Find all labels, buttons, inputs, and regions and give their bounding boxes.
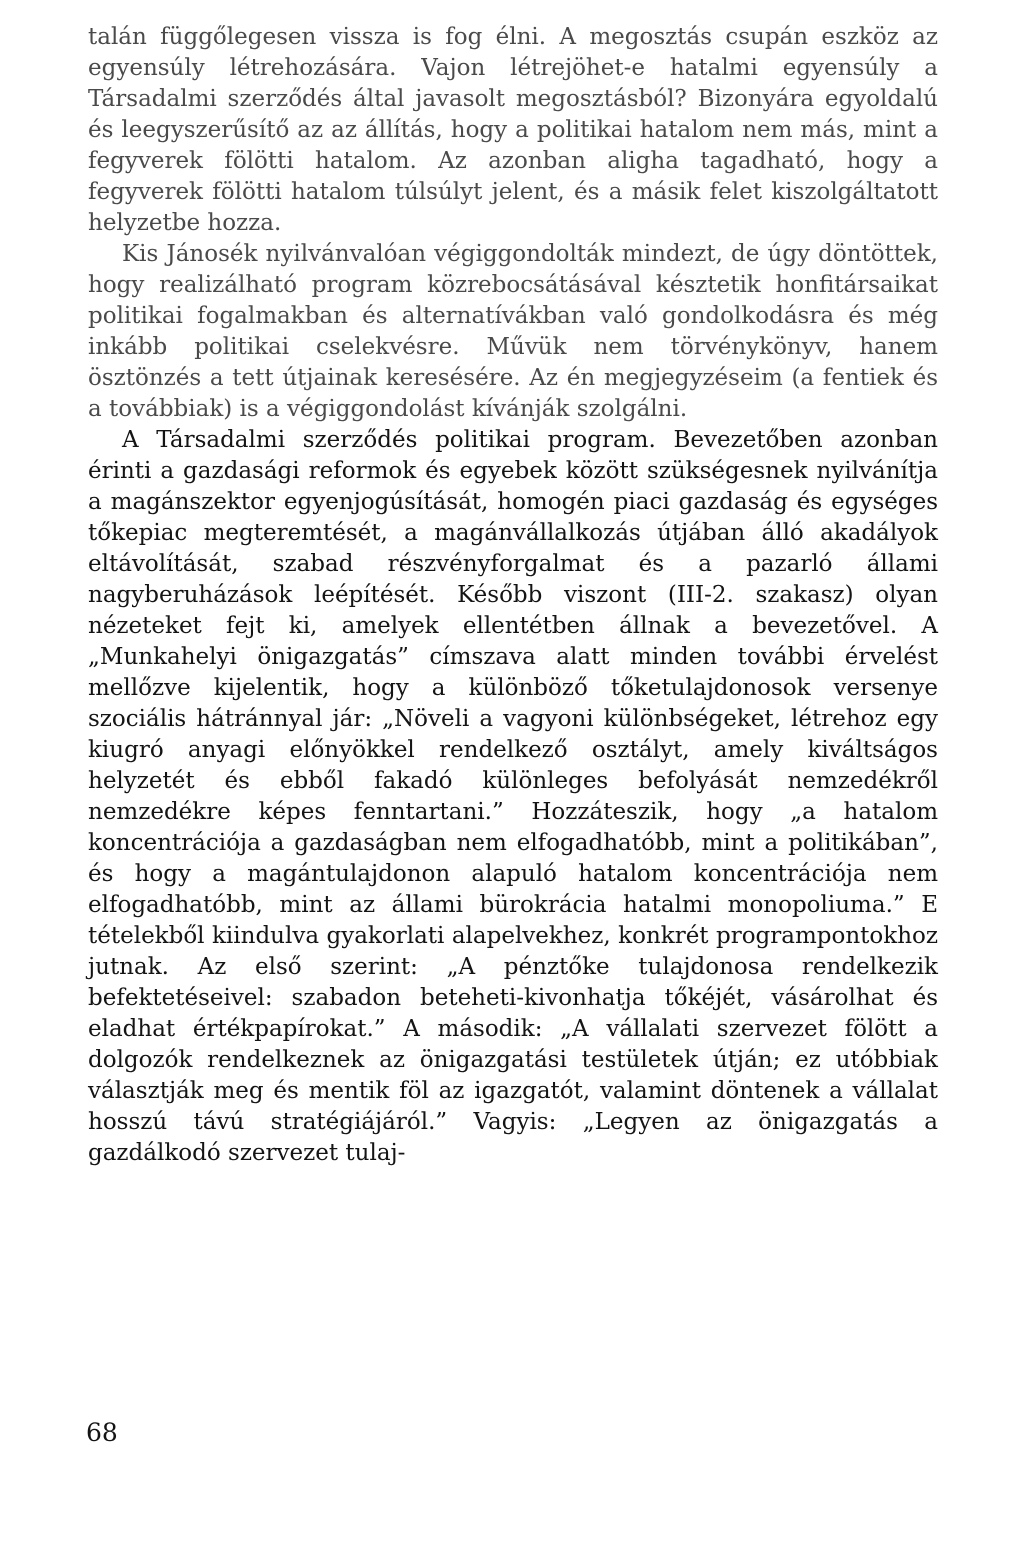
paragraph-1: talán függőlegesen vissza is fog élni. A megosztás csupán eszköz az egyensúly létrehozására. Vajon létrejöhet-e hatalmi egyensúly a Társadalmi szerződés által javasolt megosztásból? Bizonyára egyoldalú és leegyszerűsítő az az állítás, hogy a politikai hatalom nem más, mint a fegyverek fölötti hatalom. Az azonban aligha tagadható, hogy a fegyverek fölötti hatalom túlsúlyt jelent, és a másik felet kiszolgáltatott helyzetbe hozza. <box>88 24 938 236</box>
page-number: 68 <box>86 1418 118 1447</box>
paragraph-2: Kis Jánosék nyilvánvalóan végiggondolták mindezt, de úgy döntöttek, hogy realizálható program közrebocsátásával késztetik honfitársaikat politikai fogalmakban és alternatívákban való gondolkodásra és még inkább politikai cselekvésre. Művük nem törvénykönyv, hanem ösztönzés a tett útjainak keresésére. Az én megjegyzéseim (a fentiek és a továbbiak) is a végiggondolást kívánják szolgálni. <box>88 241 938 422</box>
page-body <box>88 22 938 1169</box>
paragraph-3: A Társadalmi szerződés politikai program. Bevezetőben azonban érinti a gazdasági reformok és egyebek között szükségesnek nyilvánítja a magánszektor egyenjogúsítását, homogén piaci gazdaság és egységes tőkepiac megteremtését, a magánvállalkozás útjában álló akadályok eltávolítását, szabad részvényforgalmat és a pazarló állami nagyberuházások leépítését. Később viszont (III-2. szakasz) olyan nézeteket fejt ki, amelyek ellentétben állnak a bevezetővel. A „Munkahelyi önigazgatás” címszava alatt minden további érvelést mellőzve kijelentik, hogy a különböző tőketulajdonosok versenye szociális hátránnyal jár: „Növeli a vagyoni különbségeket, létrehoz egy kiugró anyagi előnyökkel rendelkező osztályt, amely kiváltságos helyzetét és ebből fakadó különleges befolyását nemzedékről nemzedékre képes fenntartani.” Hozzáteszik, hogy „a hatalom koncentrációja a gazdaságban nem elfogadhatóbb, mint a politikában”, és hogy a magántulajdonon alapuló hatalom koncentrációja nem elfogadhatóbb, mint az állami bürokrácia hatalmi monopoliuma.” E tételekből kiindulva gyakorlati alapelvekhez, konkrét programpontokhoz jutnak. Az első szerint: „A pénztőke tulajdonosa rendelkezik befektetéseivel: szabadon beteheti-kivonhatja tőkéjét, vásárolhat és eladhat értékpapírokat.” A második: „A vállalati szervezet fölött a dolgozók rendelkeznek az önigazgatási testületek útján; ez utóbbiak választják meg és mentik föl az igazgatót, valamint döntenek a vállalat hosszú távú stratégiájáról.” Vagyis: „Legyen az önigazgatás a gazdálkodó szervezet tulaj- <box>88 427 938 1166</box>
